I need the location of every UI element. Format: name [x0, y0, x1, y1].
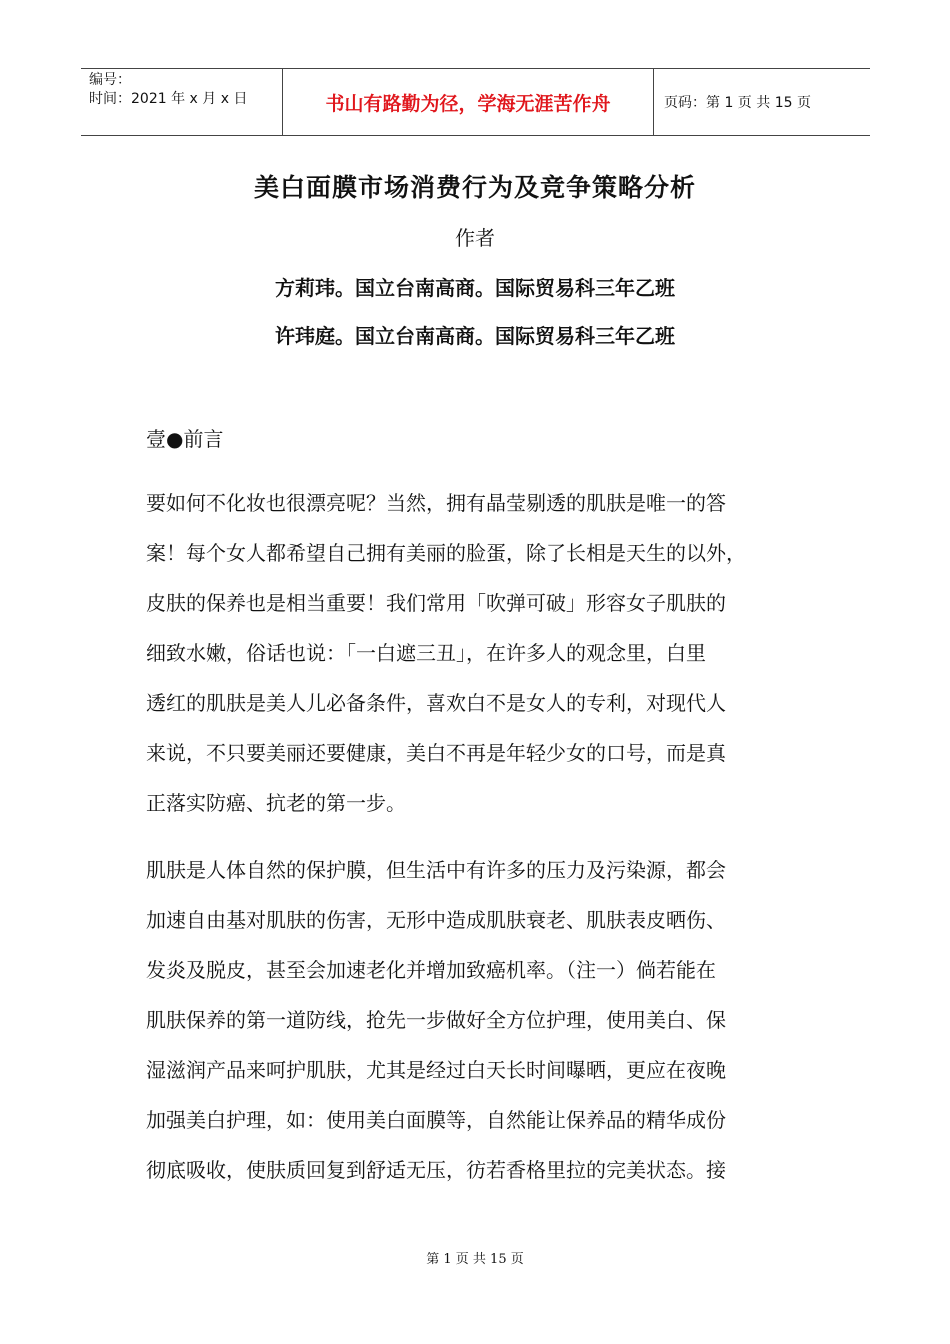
- text-line: 加速自由基对肌肤的伤害，无形中造成肌肤衰老、肌肤表皮晒伤、: [146, 908, 726, 932]
- text-line: 细致水嫩，俗话也说：「一白遮三丑」，在许多人的观念里，白里: [146, 641, 706, 665]
- text-line: 肌肤保养的第一道防线，抢先一步做好全方位护理，使用美白、保: [146, 1008, 726, 1032]
- text-line: 案！每个女人都希望自己拥有美丽的脸蛋，除了长相是天生的以外，: [146, 541, 746, 565]
- text-line: 皮肤的保养也是相当重要！我们常用「吹弹可破」形容女子肌肤的: [146, 591, 726, 615]
- page-header: [81, 68, 870, 136]
- text-line: 湿滋润产品来呵护肌肤，尤其是经过白天长时间曝晒，更应在夜晚: [146, 1058, 726, 1082]
- header-motto: 书山有路勤为径，学海无涯苦作舟: [282, 69, 654, 135]
- text-line: 透红的肌肤是美人儿必备条件，喜欢白不是女人的专利，对现代人: [146, 691, 726, 715]
- header-meta: [81, 69, 282, 135]
- paragraph-intro: [146, 478, 806, 828]
- page-footer: 第 1 页 共 15 页: [426, 1252, 524, 1267]
- number-label: 编号：: [89, 72, 131, 88]
- author-line: 方莉玮。国立台南高商。国际贸易科三年乙班: [275, 276, 675, 300]
- time-label: 时间：2021 年 x 月 x 日: [89, 91, 248, 107]
- header-page-info: 页码：第 1 页 共 15 页: [664, 95, 811, 111]
- document-title: 美白面膜市场消费行为及竞争策略分析: [253, 173, 696, 202]
- text-line: 来说，不只要美丽还要健康，美白不再是年轻少女的口号，而是真: [146, 741, 726, 765]
- text-line: 加强美白护理，如：使用美白面膜等，自然能让保养品的精华成份: [146, 1108, 726, 1132]
- text-line: 发炎及脱皮，甚至会加速老化并增加致癌机率。（注一）倘若能在: [146, 958, 716, 982]
- text-line: 彻底吸收，使肤质回复到舒适无压，彷若香格里拉的完美状态。接: [146, 1158, 726, 1182]
- paragraph-skin: [146, 845, 806, 1195]
- text-line: 正落实防癌、抗老的第一步。: [146, 791, 406, 815]
- section-heading: 壹●前言: [146, 427, 224, 451]
- text-line: 要如何不化妆也很漂亮呢？当然，拥有晶莹剔透的肌肤是唯一的答: [146, 491, 726, 515]
- author-line: 许玮庭。国立台南高商。国际贸易科三年乙班: [275, 324, 675, 348]
- text-line: 肌肤是人体自然的保护膜，但生活中有许多的压力及污染源，都会: [146, 858, 726, 882]
- author-label: 作者: [455, 226, 495, 250]
